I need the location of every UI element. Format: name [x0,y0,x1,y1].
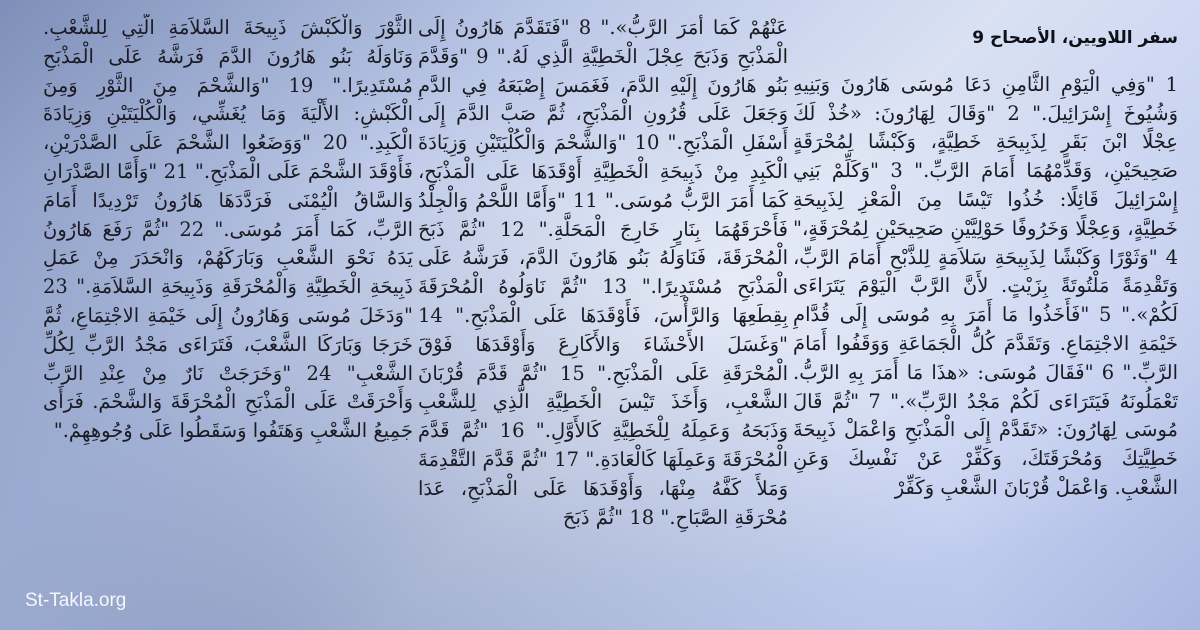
verses-1-7: 1 "وَفِي الْيَوْمِ الثَّامِنِ دَعَا مُوسَى هَارُونَ وَبَنِيهِ وَشُيُوخَ إِسْرَائِيلَ." 2 "وَقَالَ لِهَارُونَ: «خُذْ لَكَ عِجْلًا ابْنَ بَقَرٍ لِذَبِيحَةِ خَطِيَّةٍ، وَكَبْشًا لِمُحْرَقَةٍ صَحِيحَيْنِ، وَقَدِّمْهُمَا أَمَامَ الرَّبِّ." 3 "وَكَلِّمْ بَنِي إِسْرَائِيلَ قَائِلًا: خُذُوا تَيْسًا مِنَ الْمَعْزِ لِذَبِيحَةِ خَطِيَّةٍ، وَعِجْلًا وَخَرُوفًا حَوْلِيَّيْنِ صَحِيحَيْنِ لِمُحْرَقَةٍ،" 4 "وَثَوْرًا وَكَبْشًا لِذَبِيحَةِ سَلاَمَةٍ لِلذَّبْحِ أَمَامَ الرَّبِّ، وَتَقْدِمَةً مَلْتُوتَةً بِزَيْتٍ. لأَنَّ الرَّبَّ الْيَوْمَ يَتَرَاءَى لَكُمْ»." 5 "فَأَخَذُوا مَا أَمَرَ بِهِ مُوسَى إِلَى قُدَّامِ خَيْمَةِ الاجْتِمَاعِ. وَتَقَدَّمَ كُلُّ الْجَمَاعَةِ وَوَقَفُوا أَمَامَ الرَّبِّ." 6 "فَقَالَ مُوسَى: «هذَا مَا أَمَرَ بِهِ الرَّبُّ. تَعْمَلُونَهُ فَيَتَرَاءَى لَكُمْ مَجْدُ الرَّبِّ»." 7 "ثُمَّ قَالَ مُوسَى لِهَارُونَ: «تَقَدَّمْ إِلَى الْمَذْبَحِ وَاعْمَلْ ذَبِيحَةَ خَطِيَّتِكَ وَمُحْرَقَتَكَ، وَكَفِّرْ عَنْ نَفْسِكَ وَعَنِ الشَّعْبِ. وَاعْمَلْ قُرْبَانَ الشَّعْبِ وَكَفِّرْ [793,72,1178,499]
verses-7-18: عَنْهُمْ كَمَا أَمَرَ الرَّبُّ»." 8 "فَتَقَدَّمَ هَارُونُ إِلَى الْمَذْبَحِ وَذَبَحَ عِجْلَ الْخَطِيَّةِ الَّذِي لَهُ." 9 "وَقَدَّمَ بَنُو هَارُونَ إِلَيْهِ الدَّمَ، فَغَمَسَ إِصْبَعَهُ فِي الدَّمِ وَجَعَلَ عَلَى قُرُونِ الْمَذْبَحِ، ثُمَّ صَبَّ الدَّمَ إِلَى أَسْفَلِ الْمَذْبَحِ." 10 "وَالشَّحْمَ وَالْكُلْيَتَيْنِ وَزِيَادَةَ الْكَبِدِ مِنْ ذَبِيحَةِ الْخَطِيَّةِ أَوْقَدَهَا عَلَى الْمَذْبَحِ، كَمَا أَمَرَ الرَّبُّ مُوسَى." 11 "وَأَمَّا اللَّحْمُ وَالْجِلْدُ فَأَحْرَقَهُمَا بِنَارٍ خَارِجَ الْمَحَلَّةِ." 12 "ثُمَّ ذَبَحَ الْمُحْرَقَةَ، فَنَاوَلَهُ بَنُو هَارُونَ الدَّمَ، فَرَشَّهُ عَلَى الْمَذْبَحِ مُسْتَدِيرًا." 13 "ثُمَّ نَاوَلُوهُ الْمُحْرَقَةَ بِقِطَعِهَا وَالرَّأْسَ، فَأَوْقَدَهَا عَلَى الْمَذْبَحِ." 14 "وَغَسَلَ الأَحْشَاءَ وَالأَكَارِعَ وَأَوْقَدَهَا فَوْقَ الْمُحْرَقَةِ عَلَى الْمَذْبَحِ." 15 "ثُمَّ قَدَّمَ قُرْبَانَ الشَّعْبِ، وَأَخَذَ تَيْسَ الْخَطِيَّةِ الَّذِي لِلشَّعْبِ وَذَبَحَهُ وَعَمِلَهُ لِلْخَطِيَّةِ كَالأَوَّلِ." 16 "ثُمَّ قَدَّمَ الْمُحْرَقَةَ وَعَمِلَهَا كَالْعَادَةِ." 17 "ثُمَّ قَدَّمَ التَّقْدِمَةَ وَمَلأَ كَفَّهُ مِنْهَا، وَأَوْقَدَهَا عَلَى الْمَذْبَحِ، عَدَا مُحْرَقَةِ الصَّبَاحِ." 18 "ثُمَّ ذَبَحَ [418,16,788,529]
chapter-title: سفر اللاويين، الأصحاح 9 [972,28,1178,48]
text-column-right [793,22,1178,622]
text-column-left [43,14,413,614]
site-watermark: St-Takla.org [25,590,127,611]
text-column-middle [418,14,788,614]
verses-18-24: الثَّوْرَ وَالْكَبْشَ ذَبِيحَةَ السَّلاَمَةِ الَّتِي لِلشَّعْبِ. وَنَاوَلَهُ بَنُو هَارُونَ الدَّمَ فَرَشَّهُ عَلَى الْمَذْبَحِ مُسْتَدِيرًا." 19 "وَالشَّحْمَ مِنَ الثَّوْرِ وَمِنَ الْكَبْشِ: الأَلْيَةَ وَمَا يُغَشِّي، وَالْكُلْيَتَيْنِ وَزِيَادَةَ الْكَبِدِ." 20 "وَوَضَعُوا الشَّحْمَ عَلَى الصَّدْرَيْنِ، فَأَوْقَدَ الشَّحْمَ عَلَى الْمَذْبَحِ." 21 "وَأَمَّا الصَّدْرَانِ وَالسَّاقُ الْيُمْنَى فَرَدَّدَهَا هَارُونُ تَرْدِيدًا أَمَامَ الرَّبِّ، كَمَا أَمَرَ مُوسَى." 22 "ثُمَّ رَفَعَ هَارُونُ يَدَهُ نَحْوَ الشَّعْبِ وَبَارَكَهُمْ، وَانْحَدَرَ مِنْ عَمَلِ ذَبِيحَةِ الْخَطِيَّةِ وَالْمُحْرَقَةِ وَذَبِيحَةِ السَّلاَمَةِ." 23 "وَدَخَلَ مُوسَى وَهَارُونُ إِلَى خَيْمَةِ الاجْتِمَاعِ، ثُمَّ خَرَجَا وَبَارَكَا الشَّعْبَ، فَتَرَاءَى مَجْدُ الرَّبِّ لِكُلِّ الشَّعْبِ" 24 "وَخَرَجَتْ نَارٌ مِنْ عِنْدِ الرَّبِّ وَأَحْرَقَتْ عَلَى الْمَذْبَحِ الْمُحْرَقَةَ وَالشَّحْمَ. فَرَأَى جَمِيعُ الشَّعْبِ وَهَتَفُوا وَسَقَطُوا عَلَى وُجُوهِهِمْ." [43,16,413,443]
